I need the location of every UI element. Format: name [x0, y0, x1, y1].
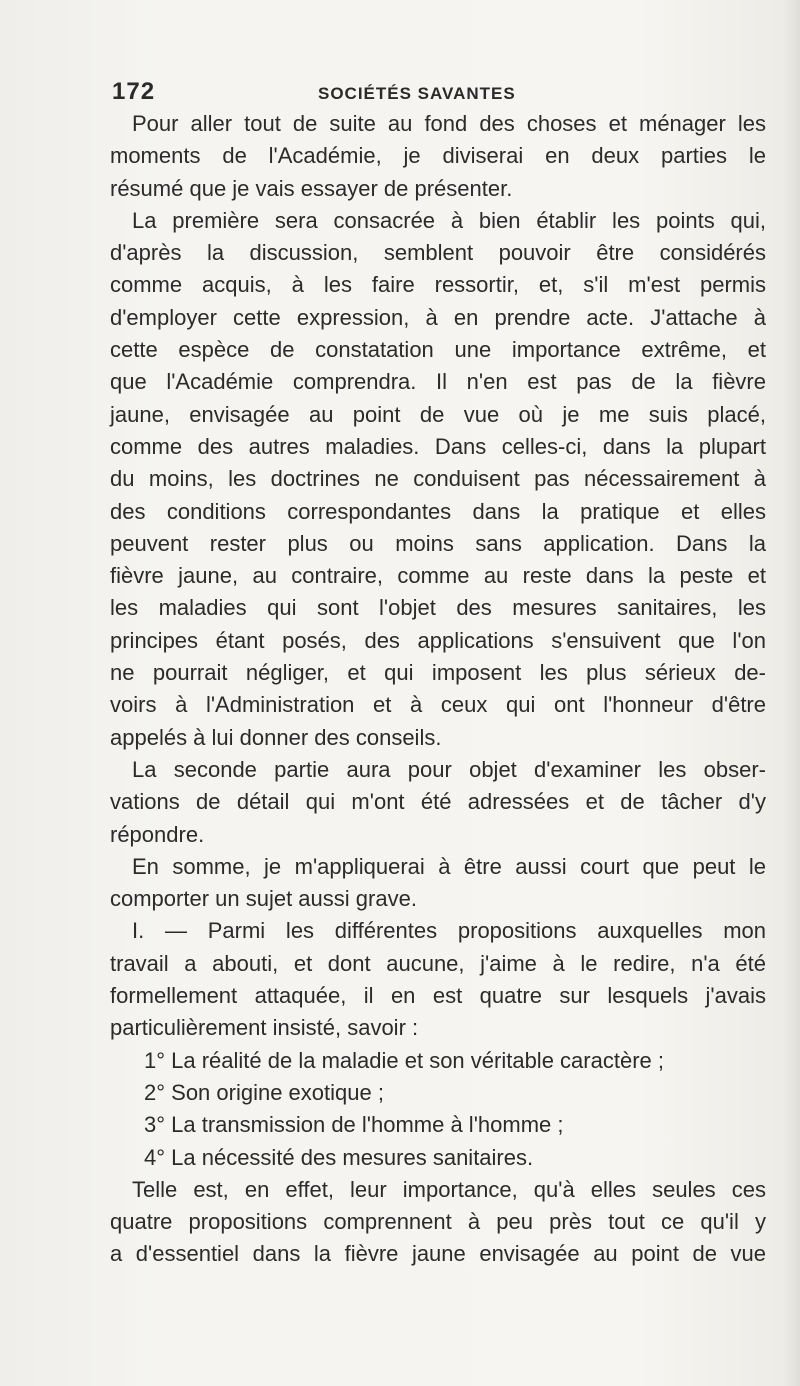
text-line: fièvre jaune, au contraire, comme au reste dans la peste et — [110, 563, 766, 589]
text-line: I. — Parmi les différentes propositions auxquelles mon — [132, 918, 766, 944]
text-line: En somme, je m'appliquerai à être aussi court que peut le — [132, 853, 766, 879]
text-line: formellement attaquée, il en est quatre sur lesquels j'avais — [110, 983, 766, 1009]
text-line: cette espèce de constatation une importance extrême, et — [110, 337, 766, 363]
list-item: 2° Son origine exotique ; — [144, 1079, 384, 1105]
text-line: des conditions correspondantes dans la pratique et elles — [110, 498, 766, 524]
text-line: jaune, envisagée au point de vue où je me suis placé, — [110, 401, 766, 427]
text-line: a d'essentiel dans la fièvre jaune envisagée au point de vue — [110, 1241, 766, 1267]
text-line: répondre. — [110, 821, 205, 847]
text-line: travail a abouti, et dont aucune, j'aime à le redire, n'a été — [110, 950, 766, 976]
text-line: comporter un sujet aussi grave. — [110, 886, 417, 912]
text-line: vations de détail qui m'ont été adressées et de tâcher d'y — [110, 789, 766, 815]
list-item: 1° La réalité de la maladie et son véritable caractère ; — [144, 1047, 664, 1073]
list-item: 4° La nécessité des mesures sanitaires. — [144, 1144, 534, 1170]
text-line: voirs à l'Administration et à ceux qui ont l'honneur d'être — [110, 692, 766, 718]
text-line: d'après la discussion, semblent pouvoir être considérés — [110, 240, 766, 266]
text-line: que l'Académie comprendra. Il n'en est pas de la fièvre — [110, 369, 766, 395]
running-title: SOCIÉTÉS SAVANTES — [318, 84, 516, 103]
text-line: principes étant posés, des applications s'ensuivent que l'on — [110, 627, 766, 653]
text-line: d'employer cette expression, à en prendre acte. J'attache à — [110, 304, 766, 330]
text-line: Pour aller tout de suite au fond des choses et ménager les — [132, 111, 766, 136]
text-line: résumé que je vais essayer de présenter. — [110, 175, 513, 201]
page-edge-shadow — [782, 0, 800, 1386]
text-line: comme des autres maladies. Dans celles-ci, dans la plupart — [110, 433, 766, 459]
text-line: La première sera consacrée à bien établir les points qui, — [132, 207, 766, 233]
text-line: peuvent rester plus ou moins sans application. Dans la — [110, 530, 766, 556]
text-line: ne pourrait négliger, et qui imposent les plus sérieux de- — [110, 660, 766, 686]
text-line: comme acquis, à les faire ressortir, et, s'il m'est permis — [110, 272, 766, 298]
text-line: moments de l'Académie, je diviserai en deux parties le — [110, 143, 766, 169]
page-header — [112, 78, 772, 108]
text-line: du moins, les doctrines ne conduisent pas nécessairement à — [110, 466, 766, 492]
text-line: La seconde partie aura pour objet d'examiner les obser- — [132, 756, 766, 782]
body-text — [110, 108, 766, 1271]
text-line: les maladies qui sont l'objet des mesures sanitaires, les — [110, 595, 766, 621]
page-number: 172 — [112, 78, 156, 105]
text-line: quatre propositions comprennent à peu près tout ce qu'il y — [110, 1209, 766, 1235]
text-line: Telle est, en effet, leur importance, qu'à elles seules ces — [132, 1176, 766, 1202]
list-item: 3° La transmission de l'homme à l'homme ; — [144, 1112, 564, 1138]
text-line: appelés à lui donner des conseils. — [110, 724, 442, 750]
text-line: particulièrement insisté, savoir : — [110, 1015, 419, 1041]
